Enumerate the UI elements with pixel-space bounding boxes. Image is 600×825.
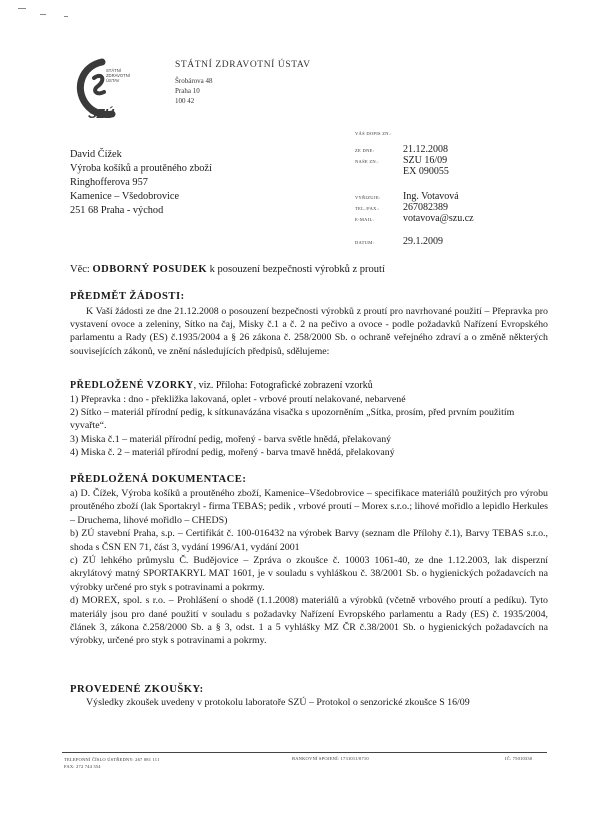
addressee-locality: Kamenice – Všedobrovice bbox=[70, 191, 180, 202]
reference-row bbox=[355, 131, 585, 140]
list-item: b) ZÚ stavební Praha, s.p. – Certifikát č. 100-016432 na výrobek Barvy (seznam dle Přílohy č.1), Barvy TEBAS s.r.o., shoda s ČSN EN 71, část 3, vydání 1996/A1, vydání 2001 bbox=[70, 528, 548, 553]
reference-label: TEL./FAX.: bbox=[355, 206, 380, 211]
reference-value: votavova@szu.cz bbox=[403, 213, 474, 224]
logo-text-line: ÚSTAV bbox=[106, 78, 120, 83]
reference-row bbox=[355, 155, 585, 166]
reference-label: NAŠE ZN.: bbox=[355, 159, 379, 164]
section-heading-zkousky: PROVEDENÉ ZKOUŠKY: bbox=[70, 684, 204, 695]
subject-line bbox=[70, 264, 385, 275]
list-item: 2) Sítko – materiál přírodní pedig, k sítkunavázána visačka s upozorněním „Sítka, prosím, před prvním použitím vyvařte“. bbox=[70, 407, 515, 432]
zkousky-paragraph: Výsledky zkoušek uvedeny v protokolu laboratoře SZÚ – Protokol o senzorické zkoušce S 16/09 bbox=[86, 697, 470, 708]
addressee-company: Výroba košíků a proutěného zboží bbox=[70, 163, 212, 174]
organization-name: STÁTNÍ ZDRAVOTNÍ ÚSTAV bbox=[175, 60, 311, 70]
section-heading-dokumentace: PŘEDLOŽENÁ DOKUMENTACE: bbox=[70, 474, 247, 485]
reference-value: 29.1.2009 bbox=[403, 236, 443, 247]
reference-value: EX 090055 bbox=[403, 166, 449, 177]
addressee-name: David Čížek bbox=[70, 149, 122, 160]
predmet-paragraph: K Vaší žádosti ze dne 21.12.2008 o posouzení bezpečnosti výrobků z proutí pro navrhované použití – Přepravka pro vystavení ovoce a zeleniny, Sítko na čaj, Misky č.1 a č. 2 na pečivo a ovoce - podle požadavků Nařízení Evropského parlamentu a Rady (ES) č.1935/2004 a § 26 zákona č. 258/2000 Sb. o ochraně veřejného zdraví a o změně některých souvisejících zákonů, ve znění následujících předpisů, sdělujeme: bbox=[70, 306, 548, 357]
szu-logo bbox=[72, 58, 152, 124]
footer-bank: BANKOVNÍ SPOJENÍ: 1731011/0710 bbox=[292, 756, 369, 761]
reference-label: DATUM: bbox=[355, 240, 375, 245]
vzorky-heading-title: PŘEDLOŽENÉ VZORKY bbox=[70, 380, 194, 391]
organization-block bbox=[175, 60, 311, 106]
reference-value: Ing. Votavová bbox=[403, 191, 459, 202]
logo-text-line: ZDRAVOTNÍ bbox=[106, 73, 130, 78]
logo-letters: SZÚ bbox=[88, 106, 114, 121]
subject-rest: k posouzení bezpečnosti výrobků z proutí bbox=[209, 264, 385, 275]
reference-row bbox=[355, 166, 585, 177]
reference-row bbox=[355, 144, 585, 155]
vzorky-heading-rest: , viz. Příloha: Fotografické zobrazení vzorků bbox=[193, 380, 373, 391]
footer-ic: IČ: 75010330 bbox=[505, 756, 533, 761]
footer-phone-block bbox=[64, 756, 160, 770]
szu-logo-icon bbox=[72, 58, 152, 124]
list-item: a) D. Čížek, Výroba košíků a proutěného zboží, Kamenice–Všedobrovice – specifikace materiálů použitých pro výrobu proutěného zboží (lak Sportakryl - firma TEBAS; pedik , vrbové proutí – Morex s.r.o.; lihové mořidlo a lepidlo Herkules – Druchema, lihové mořidlo – CHEDS) bbox=[70, 488, 548, 526]
scan-mark bbox=[40, 14, 46, 15]
section-heading-predmet: PŘEDMĚT ŽÁDOSTI: bbox=[70, 291, 185, 302]
addressee-block bbox=[70, 148, 212, 218]
addressee-street: Ringhofferova 957 bbox=[70, 177, 148, 188]
list-item: 1) Přepravka : dno - překližka lakovaná, oplet - vrbové proutí nelakované, nebarvené bbox=[70, 394, 406, 405]
reference-value: SZU 16/09 bbox=[403, 155, 448, 166]
organization-city: Praha 10 bbox=[175, 87, 200, 95]
footer-phone: TELEFONNÍ ČÍSLO ÚSTŘEDNY: 267 081 111 bbox=[64, 757, 160, 762]
logo-text-line: STÁTNÍ bbox=[106, 68, 121, 73]
list-item: d) MOREX, spol. s r.o. – Prohlášení o shodě (1.1.2008) materiálů a výrobků (včetně vrbového proutí a pedíku). Tyto materiály jsou pro dané použití v souladu s požadavky Nařízení Evropského parlamentu a Rady (ES) č. 1935/2004, článek 3, zákona č.258/2000 Sb. a § 3, odst. 1 a 5 vyhlášky MZ ČR č.38/2001 Sb. o hygienických požadavcích na výrobky, určené pro styk s potravinami a pokrmy. bbox=[70, 595, 548, 647]
reference-value: 267082389 bbox=[403, 202, 448, 213]
scan-mark bbox=[18, 8, 26, 9]
reference-row bbox=[355, 202, 585, 213]
footer-divider bbox=[62, 752, 547, 753]
list-item: c) ZÚ lehkého průmyslu Č. Budějovice – Zpráva o zkoušce č. 10003 1061-40, ze dne 1.12.2003, lak disperzní akrylátový matný SPORTAKRYL MAT 1601, je v souladu s vyhláškou č. 38/2001 Sb. o hygienických požadavcích na výrobky určené pro styk s potravinami a pokrmy. bbox=[70, 555, 548, 593]
reference-row bbox=[355, 191, 585, 202]
section-heading-vzorky bbox=[70, 380, 373, 391]
organization-postcode: 100 42 bbox=[175, 97, 195, 105]
reference-row bbox=[355, 213, 585, 224]
vzorky-list bbox=[70, 393, 548, 459]
list-item: 3) Miska č.1 – materiál přírodní pedig, mořený - barva světle hnědá, přelakovaný bbox=[70, 433, 392, 445]
reference-label: VÁŠ DOPIS ZN.: bbox=[355, 131, 392, 136]
reference-value: 21.12.2008 bbox=[403, 144, 448, 155]
scan-mark bbox=[64, 16, 68, 17]
reference-row bbox=[355, 236, 585, 247]
subject-prefix: Věc: bbox=[70, 264, 90, 275]
reference-label: ZE DNE: bbox=[355, 148, 375, 153]
reference-label: VYŘIZUJE: bbox=[355, 195, 381, 200]
list-item: 4) Miska č. 2 – materiál přírodní pedig, mořený - barva tmavě hnědá, přelakovaný bbox=[70, 446, 395, 458]
dokumentace-list bbox=[70, 487, 548, 648]
subject-title: ODBORNÝ POSUDEK bbox=[92, 264, 208, 275]
reference-label: E-MAIL: bbox=[355, 217, 375, 222]
organization-street: Šrobárova 48 bbox=[175, 77, 213, 85]
addressee-postcode: 251 68 Praha - východ bbox=[70, 205, 164, 216]
reference-table bbox=[355, 131, 585, 247]
footer-fax: FAX: 272 744 354 bbox=[64, 764, 101, 769]
